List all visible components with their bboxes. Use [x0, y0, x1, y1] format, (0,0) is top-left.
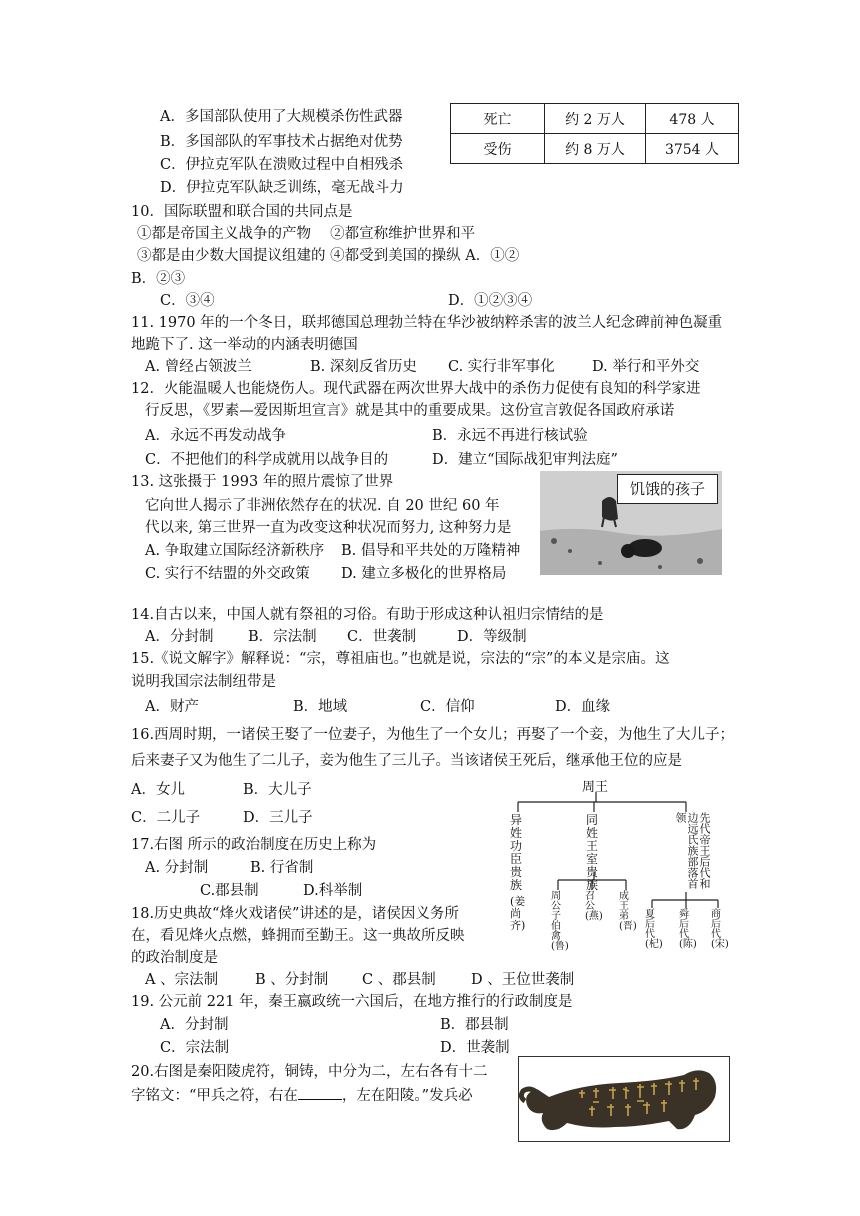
table-cell: 3754 人 — [646, 134, 739, 164]
q19-stem: 19. 公元前 221 年，秦王嬴政统一六国后，在地方推行的行政制度是 — [131, 994, 573, 1010]
q19-option-c: C．宗法制 — [160, 1040, 230, 1056]
tree-branch-2: 同姓王室贵族 — [586, 813, 599, 892]
q16-stem-2: 后来妻子又为他生了二儿子，妾为他生了三儿子。当该诸侯王死后，继承他王位的应是 — [131, 753, 682, 769]
q19-option-b: B．郡县制 — [440, 1017, 509, 1033]
q20-line-2-end: ，左在阳陵。”发兵必 — [341, 1088, 473, 1104]
answer-blank[interactable] — [298, 1085, 342, 1100]
q12-option-a: A．永远不再发动战争 — [145, 428, 286, 444]
q15-option-c: C．信仰 — [420, 699, 475, 715]
q11-option-a: A. 曾经占领波兰 — [145, 359, 252, 375]
q20-line-1: 20.右图是秦阳陵虎符，铜铸，中分为二，左右各有十二 — [131, 1064, 488, 1080]
q19-option-a: A．分封制 — [160, 1017, 229, 1033]
tree-root: 周王 — [582, 780, 609, 795]
q14-stem: 14.自古以来，中国人就有祭祖的习俗。有助于形成这种认祖归宗情结的是 — [131, 607, 604, 623]
q10-line2: ③都是由少数大国提议组建的 ④都受到美国的操纵 A．①② — [137, 248, 520, 264]
q20-line-2-start: 字铭文：“甲兵之符，右在 — [131, 1088, 298, 1104]
q15-option-d: D．血缘 — [555, 699, 611, 715]
q15-option-a: A．财产 — [145, 699, 199, 715]
q13-option-d: D. 建立多极化的世界格局 — [341, 566, 507, 582]
tree-branch-1-sub: (姜尚齐) — [510, 895, 526, 932]
q14-option-d: D．等级制 — [457, 629, 527, 645]
q18-option-d: D 、王位世袭制 — [471, 972, 575, 988]
q16-stem-1: 16.西周时期，一诸侯王娶了一位妻子，为他生了一个女儿；再娶了一个妾，为他生了大儿子； — [131, 727, 735, 743]
tree-sub-2-c: 成王弟(晋) — [619, 891, 637, 932]
q11-option-b: B. 深刻反省历史 — [310, 359, 417, 375]
tree-sub-3-a: 夏后代(杞) — [645, 909, 663, 950]
q17-stem: 17.右图 所示的政治制度在历史上称为 — [131, 837, 377, 853]
q20-line-2 — [131, 1085, 473, 1106]
q13-stem-3: 代以来, 第三世界一直为改变这种状况而努力, 这种努力是 — [145, 520, 512, 536]
q12-option-c: C．不把他们的科学成就用以战争目的 — [145, 452, 389, 468]
q17-option-a: A. 分封制 — [145, 860, 209, 876]
starving-child-photo — [540, 471, 722, 575]
q13-stem-1: 13. 这张摄于 1993 年的照片震惊了世界 — [131, 474, 394, 490]
table-cell: 478 人 — [646, 104, 739, 134]
q12-option-d: D．建立“国际战犯审判法庭” — [432, 452, 618, 468]
q9-option-c: C．伊拉克军队在溃败过程中自相残杀 — [160, 157, 404, 173]
q19-option-d: D．世袭制 — [440, 1040, 510, 1056]
q11-stem-1: 11. 1970 年的一个冬日，联邦德国总理勃兰特在华沙被纳粹杀害的波兰人纪念碑前神色凝重 — [131, 315, 723, 331]
q18-option-b: B 、分封制 — [255, 972, 329, 988]
q17-option-b: B. 行省制 — [250, 860, 314, 876]
table-cell: 约 2 万人 — [545, 104, 646, 134]
q9-option-d: D．伊拉克军队缺乏训练，毫无战斗力 — [160, 180, 404, 196]
q17-option-d: D.科举制 — [303, 883, 363, 899]
q10-line1: ①都是帝国主义战争的产物 ②都宣称维护世界和平 — [137, 226, 476, 242]
q18-stem-3: 的政治制度是 — [131, 950, 218, 966]
fengjian-tree-diagram — [496, 772, 732, 952]
q10-option-c: C．③④ — [160, 293, 215, 309]
tree-branch-1: 异姓功臣贵族 — [510, 813, 523, 892]
q12-stem-1: 12．火能温暖人也能烧伤人。现代武器在两次世界大战中的杀伤力促使有良知的科学家进 — [131, 381, 701, 397]
q12-option-b: B．永远不再进行核试验 — [432, 428, 588, 444]
casualty-table — [450, 103, 739, 164]
q11-option-d: D. 举行和平外交 — [592, 359, 700, 375]
q11-stem-2: 地跪下了. 这一举动的内涵表明德国 — [131, 337, 358, 353]
q16-option-a: A．女儿 — [131, 782, 185, 798]
q17-option-c: C.郡县制 — [200, 883, 259, 899]
table-row — [451, 104, 739, 134]
tree-branch-3: 先代帝王后代和边远氏族部落首领 — [674, 812, 711, 889]
q18-stem-2: 在，看见烽火点燃，蜂拥而至勤王。这一典故所反映 — [131, 928, 465, 944]
q14-option-a: A．分封制 — [145, 629, 214, 645]
q10-stem: 10．国际联盟和联合国的共同点是 — [131, 204, 353, 220]
q9-option-a: A．多国部队使用了大规模杀伤性武器 — [160, 109, 403, 125]
tree-sub-3-b: 舜后代(陈) — [679, 909, 697, 950]
q15-stem-1: 15.《说文解字》解释说：“宗，尊祖庙也。”也就是说，宗法的“宗”的本义是宗庙。这 — [131, 651, 670, 667]
q13-option-b: B. 倡导和平共处的万隆精神 — [341, 543, 521, 559]
tree-sub-2-a: 周公子伯禽(鲁) — [551, 891, 569, 952]
q16-option-c: C．二儿子 — [131, 810, 201, 826]
tree-sub-2-b: 召公(燕) — [585, 891, 603, 922]
table-cell: 受伤 — [451, 134, 545, 164]
q13-option-a: A. 争取建立国际经济新秩序 — [145, 543, 325, 559]
q14-option-c: C．世袭制 — [347, 629, 417, 645]
q18-option-c: C 、郡县制 — [362, 972, 436, 988]
q16-option-d: D．三儿子 — [243, 810, 313, 826]
table-row — [451, 134, 739, 164]
table-cell: 约 8 万人 — [545, 134, 646, 164]
q16-option-b: B．大儿子 — [243, 782, 312, 798]
q9-option-b: B．多国部队的军事技术占据绝对优势 — [160, 134, 403, 150]
q18-stem-1: 18.历史典故“烽火戏诸侯”讲述的是，诸侯因义务所 — [131, 906, 459, 922]
q12-stem-2: 行反思，《罗素—爱因斯坦宣言》就是其中的重要成果。这份宣言敦促各国政府承诺 — [145, 403, 675, 419]
q15-option-b: B．地域 — [293, 699, 348, 715]
q11-option-c: C. 实行非军事化 — [448, 359, 555, 375]
q10-option-d: D．①②③④ — [448, 293, 533, 309]
q13-stem-2: 它向世人揭示了非洲依然存在的状况. 自 20 世纪 60 年 — [145, 498, 500, 514]
q14-option-b: B．宗法制 — [248, 629, 317, 645]
q10-option-b: B．②③ — [131, 271, 186, 287]
tiger-tally-image — [518, 1056, 730, 1142]
photo-caption: 饥饿的孩子 — [617, 474, 718, 504]
table-cell: 死亡 — [451, 104, 545, 134]
tiger-tally-icon — [519, 1057, 729, 1141]
q15-stem-2: 说明我国宗法制纽带是 — [131, 674, 276, 690]
tree-sub-3-c: 商后代(宋) — [711, 909, 729, 950]
q18-option-a: A 、宗法制 — [145, 972, 219, 988]
q13-option-c: C. 实行不结盟的外交政策 — [145, 566, 310, 582]
